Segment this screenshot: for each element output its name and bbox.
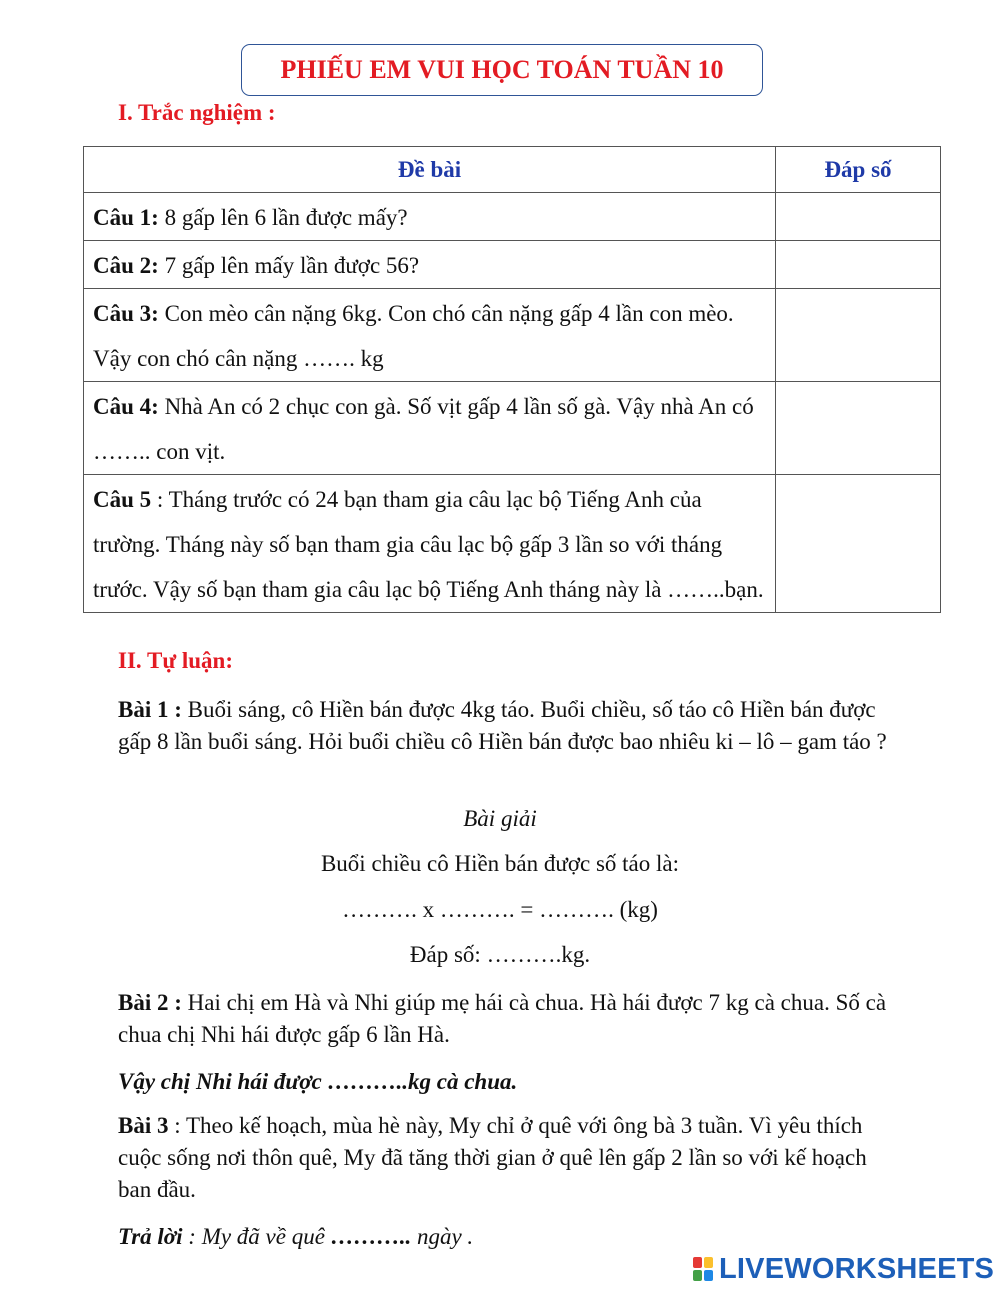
table-row bbox=[84, 382, 941, 475]
question-text: : Tháng trước có 24 bạn tham gia câu lạc bộ Tiếng Anh của trường. Tháng này số bạn tham gia câu lạc bộ gấp 3 lần so với tháng trước. Vậy số bạn tham gia câu lạc bộ Tiếng Anh tháng này là ……..bạn. bbox=[93, 487, 764, 602]
logo-block bbox=[704, 1257, 713, 1268]
logo-mark-icon bbox=[693, 1257, 713, 1281]
solution-calc-line[interactable]: ………. x ………. = ………. (kg) bbox=[342, 897, 658, 922]
solution-line-1: Buổi chiều cô Hiền bán được số táo là: bbox=[320, 851, 680, 876]
bai3-answer-blank[interactable]: ……….. bbox=[330, 1224, 412, 1249]
table-row bbox=[84, 289, 941, 382]
section-multiple-choice-heading: I. Trắc nghiệm : bbox=[118, 100, 276, 125]
table-row bbox=[84, 475, 941, 613]
header-question: Đề bài bbox=[84, 147, 776, 193]
logo-block bbox=[693, 1257, 702, 1268]
answer-input-cell[interactable] bbox=[776, 382, 941, 475]
section-essay-heading: II. Tự luận: bbox=[118, 648, 234, 673]
answer-input-cell[interactable] bbox=[776, 241, 941, 289]
bai3-answer-label: Trả lời bbox=[118, 1224, 183, 1249]
answer-input-cell[interactable] bbox=[776, 193, 941, 241]
bai1-problem bbox=[118, 694, 888, 758]
bai2-problem bbox=[118, 987, 888, 1051]
question-cell bbox=[84, 475, 776, 613]
bai1-label: Bài 1 : bbox=[118, 697, 182, 722]
question-label: Câu 3: bbox=[93, 301, 159, 326]
logo-block bbox=[693, 1270, 702, 1281]
table-row bbox=[84, 193, 941, 241]
bai2-label: Bài 2 : bbox=[118, 990, 182, 1015]
question-cell bbox=[84, 193, 776, 241]
header-answer: Đáp số bbox=[776, 147, 941, 193]
answer-input-cell[interactable] bbox=[776, 289, 941, 382]
question-label: Câu 5 bbox=[93, 487, 152, 512]
quiz-table bbox=[83, 146, 941, 613]
question-text: Nhà An có 2 chục con gà. Số vịt gấp 4 lần số gà. Vậy nhà An có …….. con vịt. bbox=[93, 394, 754, 464]
bai3-answer-post: ngày . bbox=[411, 1224, 474, 1249]
bai3-label: Bài 3 bbox=[118, 1113, 169, 1138]
bai3-answer-pre: : My đã về quê bbox=[182, 1224, 331, 1249]
bai3-answer-line bbox=[118, 1221, 888, 1253]
question-cell bbox=[84, 382, 776, 475]
question-cell bbox=[84, 241, 776, 289]
bai1-text: Buổi sáng, cô Hiền bán được 4kg táo. Buổi chiều, số táo cô Hiền bán được gấp 8 lần buổi sáng. Hỏi buổi chiều cô Hiền bán được bao nhiêu ki – lô – gam táo ? bbox=[118, 697, 887, 754]
solution-answer-line[interactable]: Đáp số: ……….kg. bbox=[409, 942, 591, 967]
page-title: PHIẾU EM VUI HỌC TOÁN TUẦN 10 bbox=[280, 55, 724, 84]
table-header-row bbox=[84, 147, 941, 193]
solution-title: Bài giải bbox=[463, 806, 537, 831]
bai3-problem bbox=[118, 1110, 888, 1206]
question-text: Con mèo cân nặng 6kg. Con chó cân nặng gấp 4 lần con mèo. Vậy con chó cân nặng ……. kg bbox=[93, 301, 734, 371]
table-row bbox=[84, 241, 941, 289]
question-label: Câu 1: bbox=[93, 205, 159, 230]
question-label: Câu 4: bbox=[93, 394, 159, 419]
bai2-answer-line[interactable]: Vậy chị Nhi hái được ………..kg cà chua. bbox=[118, 1069, 518, 1094]
liveworksheets-logo bbox=[693, 1252, 994, 1286]
bai3-text: : Theo kế hoạch, mùa hè này, My chỉ ở quê với ông bà 3 tuần. Vì yêu thích cuộc sống nơi thôn quê, My đã tăng thời gian ở quê lên gấp 2 lần so với kế hoạch ban đầu. bbox=[118, 1113, 867, 1202]
answer-input-cell[interactable] bbox=[776, 475, 941, 613]
title-box bbox=[241, 44, 763, 96]
question-text: 8 gấp lên 6 lần được mấy? bbox=[158, 205, 408, 230]
logo-block bbox=[704, 1270, 713, 1281]
logo-text: LIVEWORKSHEETS bbox=[719, 1252, 995, 1285]
question-cell bbox=[84, 289, 776, 382]
question-label: Câu 2: bbox=[93, 253, 159, 278]
bai2-text: Hai chị em Hà và Nhi giúp mẹ hái cà chua. Hà hái được 7 kg cà chua. Số cà chua chị Nhi hái được gấp 6 lần Hà. bbox=[118, 990, 887, 1047]
question-text: 7 gấp lên mấy lần được 56? bbox=[158, 253, 420, 278]
